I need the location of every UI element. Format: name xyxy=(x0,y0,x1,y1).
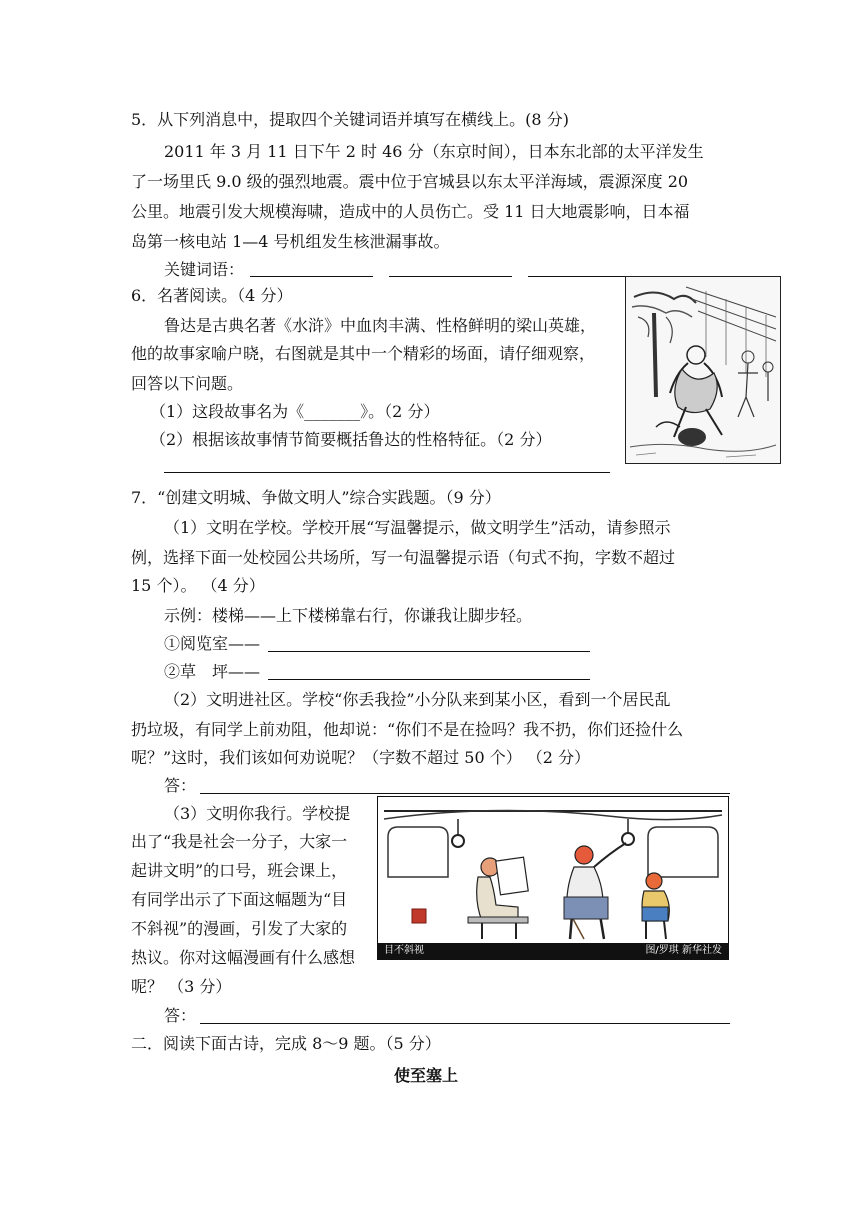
q7-part1-line-1: （1）文明在学校。学校开展“写温馨提示，做文明学生”活动，请参照示 xyxy=(164,518,671,537)
q7-part3-line-7: 呢？ （3 分） xyxy=(131,977,232,996)
keyword-blank-1[interactable] xyxy=(250,276,373,277)
q6-title: 6．名著阅读。（4 分） xyxy=(131,286,293,305)
water-margin-illustration xyxy=(625,276,781,464)
q7-part3-answer-label: 答： xyxy=(164,1006,197,1025)
q6-line-1: 鲁达是古典名著《水浒》中血肉丰满、性格鲜明的梁山英雄， xyxy=(164,316,597,335)
q5-keywords-label: 关键词语： xyxy=(164,260,245,279)
q7-part3-line-6: 热议。你对这幅漫画有什么感想 xyxy=(131,948,356,967)
q7-part3-line-1: （3）文明你我行。学校提 xyxy=(164,804,351,823)
q7-part2-answer-label: 答： xyxy=(164,776,197,795)
cartoon-eyes-ahead xyxy=(377,796,729,960)
q5-title: 5．从下列消息中，提取四个关键词语并填写在横线上。(8 分) xyxy=(131,110,569,129)
q7-part3-line-3: 起讲文明”的口号，班会课上， xyxy=(131,861,348,880)
cartoon-drawing xyxy=(378,797,728,943)
q6-sub1: （1）这段故事名为《_______》。（2 分） xyxy=(150,402,440,421)
cartoon-credit: 图/罗琪 新华社发 xyxy=(645,945,722,956)
section2-title: 二．阅读下面古诗，完成 8～9 题。（5 分） xyxy=(131,1034,441,1053)
q7-part3-line-4: 有同学出示了下面这幅题为“目 xyxy=(131,890,348,909)
q6-answer-line[interactable] xyxy=(164,472,610,473)
lawn-answer-line[interactable] xyxy=(268,679,590,680)
q7-title: 7．“创建文明城、争做文明人”综合实践题。（9 分） xyxy=(131,488,501,507)
q7-part3-line-5: 不斜视”的漫画，引发了大家的 xyxy=(131,919,348,938)
q6-sub2: （2）根据该故事情节简要概括鲁达的性格特征。（2 分） xyxy=(150,430,552,449)
q5-line-1: 2011 年 3 月 11 日下午 2 时 46 分（东京时间），日本东北部的太平洋发生 xyxy=(164,142,704,161)
q7-part1-line-2: 例，选择下面一处校园公共场所，写一句温馨提示语（句式不拘，字数不超过 xyxy=(131,548,676,567)
q5-line-2: 了一场里氏 9.0 级的强烈地震。震中位于宫城县以东太平洋海域，震源深度 20 xyxy=(131,172,689,191)
q7-part1-line-3: 15 个）。 （4 分） xyxy=(131,576,265,595)
q7-option-lawn: ②草 坪—— xyxy=(164,662,261,681)
q7-part2-line-2: 扔垃圾，有同学上前劝阻，他却说：“你们不是在捡吗？我不扔，你们还捡什么 xyxy=(131,720,684,739)
illustration-drawing xyxy=(626,277,780,463)
q7-option-reading-room: ①阅览室—— xyxy=(164,634,261,653)
cartoon-title: 目不斜视 xyxy=(384,945,424,956)
reading-room-answer-line[interactable] xyxy=(268,651,590,652)
q7-example: 示例：楼梯——上下楼梯靠右行，你谦我让脚步轻。 xyxy=(164,606,533,625)
q7-part2-line-3: 呢？”这时，我们该如何劝说呢？（字数不超过 50 个） （2 分） xyxy=(131,748,591,767)
q5-line-3: 公里。地震引发大规模海啸，造成中的人员伤亡。受 11 日大地震影响，日本福 xyxy=(131,202,690,221)
q6-line-3: 回答以下问题。 xyxy=(131,374,244,393)
keyword-blank-2[interactable] xyxy=(389,276,512,277)
q5-line-4: 岛第一核电站 1—4 号机组发生核泄漏事故。 xyxy=(131,232,450,251)
q6-line-2: 他的故事家喻户晓，右图就是其中一个精彩的场面，请仔细观察， xyxy=(131,344,596,363)
q7-part2-line-1: （2）文明进社区。学校“你丢我捡”小分队来到某小区，看到一个居民乱 xyxy=(164,690,671,709)
q7-part3-answer-line[interactable] xyxy=(200,1023,730,1024)
poem-title: 使至塞上 xyxy=(394,1066,459,1085)
q7-part3-line-2: 出了“我是社会一分子，大家一 xyxy=(131,832,348,851)
q7-part2-answer-line[interactable] xyxy=(200,793,730,794)
